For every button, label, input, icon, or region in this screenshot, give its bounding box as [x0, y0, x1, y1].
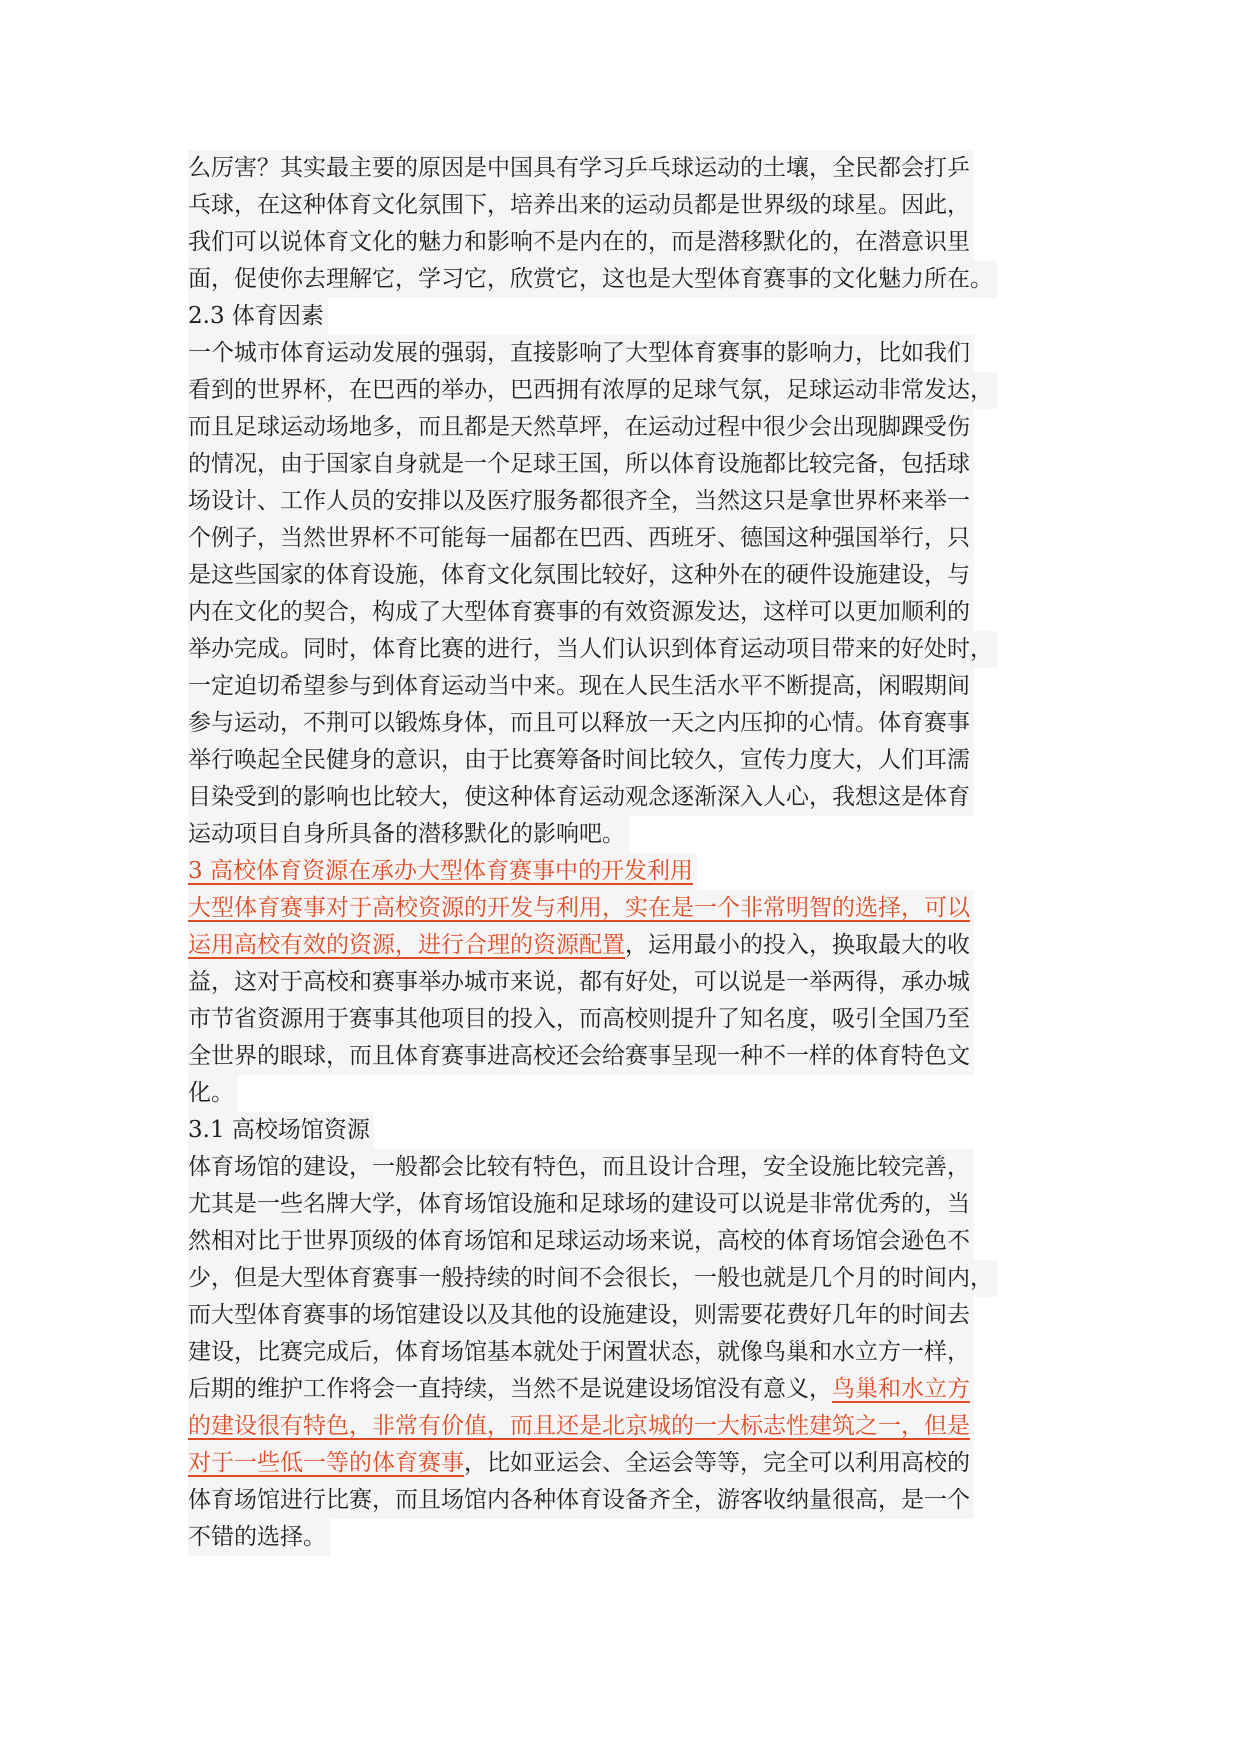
text-line: [188, 779, 1088, 816]
text-line: [188, 409, 1088, 446]
text-line: [188, 631, 1088, 668]
text-line: [188, 187, 1088, 224]
body-text: 我们可以说体育文化的魅力和影响不是内在的，而是潜移默化的，在潜意识里: [188, 229, 970, 255]
body-text: ，比如亚运会、全运会等等，完全可以利用高校的: [464, 1450, 970, 1476]
body-text: 3.1 高校场馆资源: [188, 1117, 370, 1143]
line-highlight: [188, 224, 974, 261]
text-line: [188, 1297, 1088, 1334]
line-highlight: [188, 150, 974, 187]
body-text: 是这些国家的体育设施，体育文化氛围比较好，这种外在的硬件设施建设，与: [188, 562, 970, 588]
text-line: [188, 372, 1088, 409]
text-line: [188, 742, 1088, 779]
body-text: 看到的世界杯，在巴西的举办，巴西拥有浓厚的足球气氛，足球运动非常发达，: [188, 377, 993, 403]
text-line: [188, 1001, 1088, 1038]
line-highlight: [188, 1149, 974, 1186]
body-text: 内在文化的契合，构成了大型体育赛事的有效资源发达，这样可以更加顺利的: [188, 599, 970, 625]
text-line: [188, 1519, 1088, 1556]
text-line: [188, 1482, 1088, 1519]
body-text: 少，但是大型体育赛事一般持续的时间不会很长，一般也就是几个月的时间内，: [188, 1265, 993, 1291]
line-highlight: [188, 409, 974, 446]
body-text: 参与运动，不荆可以锻炼身体，而且可以释放一天之内压抑的心情。体育赛事: [188, 710, 970, 736]
text-line: [188, 1408, 1088, 1445]
body-text: 市节省资源用于赛事其他项目的投入，而高校则提升了知名度，吸引全国乃至: [188, 1006, 970, 1032]
text-line: [188, 964, 1088, 1001]
body-text: 益，这对于高校和赛事举办城市来说，都有好处，可以说是一举两得，承办城: [188, 969, 970, 995]
line-highlight: [188, 298, 328, 335]
line-highlight: [188, 1482, 974, 1519]
body-text: 而大型体育赛事的场馆建设以及其他的设施建设，则需要花费好几年的时间去: [188, 1302, 970, 1328]
line-highlight: [188, 1334, 974, 1371]
line-highlight: [188, 1408, 974, 1445]
text-line: [188, 1334, 1088, 1371]
body-text: 举办完成。同时，体育比赛的进行，当人们认识到体育运动项目带来的好处时，: [188, 636, 993, 662]
line-highlight: [188, 1075, 238, 1112]
annotated-text: 对于一些低一等的体育赛事: [188, 1450, 464, 1476]
body-text: 的情况，由于国家自身就是一个足球王国，所以体育设施都比较完备，包括球: [188, 451, 970, 477]
body-text: 目染受到的影响也比较大，使这种体育运动观念逐渐深入人心，我想这是体育: [188, 784, 970, 810]
body-text: 体育场馆进行比赛，而且场馆内各种体育设备齐全，游客收纳量很高，是一个: [188, 1487, 970, 1513]
line-highlight: [188, 1112, 374, 1149]
body-text: ，运用最小的投入，换取最大的收: [625, 932, 970, 958]
line-highlight: [188, 668, 974, 705]
line-highlight: [188, 1186, 974, 1223]
annotated-text: 大型体育赛事对于高校资源的开发与利用，实在是一个非常明智的选择，可以: [188, 895, 970, 921]
body-text: 举行唤起全民健身的意识，由于比赛筹备时间比较久，宣传力度大，人们耳濡: [188, 747, 970, 773]
body-text: 建设，比赛完成后，体育场馆基本就处于闲置状态，就像鸟巢和水立方一样，: [188, 1339, 970, 1365]
body-text: 而且足球运动场地多，而且都是天然草坪，在运动过程中很少会出现脚踝受伤: [188, 414, 970, 440]
line-highlight: [188, 483, 974, 520]
line-highlight: [188, 1297, 974, 1334]
text-line: [188, 594, 1088, 631]
text-line: [188, 224, 1088, 261]
line-highlight: [188, 520, 974, 557]
line-highlight: [188, 853, 697, 890]
text-line: [188, 1038, 1088, 1075]
text-line: [188, 668, 1088, 705]
body-text: 一定迫切希望参与到体育运动当中来。现在人民生活水平不断提高，闲暇期间: [188, 673, 970, 699]
text-line: [188, 1445, 1088, 1482]
line-highlight: [188, 742, 974, 779]
body-text: 2.3 体育因素: [188, 303, 324, 329]
text-line: [188, 1186, 1088, 1223]
body-text: 体育场馆的建设，一般都会比较有特色，而且设计合理，安全设施比较完善，: [188, 1154, 970, 1180]
line-highlight: [188, 890, 974, 927]
text-line: [188, 298, 1088, 335]
text-line: [188, 557, 1088, 594]
body-text: 个例子，当然世界杯不可能每一届都在巴西、西班牙、德国这种强国举行，只: [188, 525, 970, 551]
line-highlight: [188, 1038, 974, 1075]
line-highlight: [188, 1223, 974, 1260]
body-text: 场设计、工作人员的安排以及医疗服务都很齐全，当然这只是拿世界杯来举一: [188, 488, 970, 514]
document-body: [188, 150, 1088, 1556]
body-text: 不错的选择。: [188, 1524, 326, 1550]
text-line: [188, 1112, 1088, 1149]
line-highlight: [188, 964, 974, 1001]
text-line: [188, 816, 1088, 853]
text-line: [188, 335, 1088, 372]
annotated-text: 3 高校体育资源在承办大型体育赛事中的开发利用: [188, 858, 693, 884]
body-text: 后期的维护工作将会一直持续，当然不是说建设场馆没有意义，: [188, 1376, 832, 1402]
body-text: 乓球，在这种体育文化氛围下，培养出来的运动员都是世界级的球星。因此，: [188, 192, 970, 218]
line-highlight: [188, 446, 974, 483]
annotated-text: 的建设很有特色，非常有价值，而且还是北京城的一大标志性建筑之一，但是: [188, 1413, 970, 1439]
line-highlight: [188, 1371, 974, 1408]
text-line: [188, 150, 1088, 187]
body-text: 一个城市体育运动发展的强弱，直接影响了大型体育赛事的影响力，比如我们: [188, 340, 970, 366]
text-line: [188, 1260, 1088, 1297]
body-text: 么厉害？其实最主要的原因是中国具有学习乒乓球运动的土壤，全民都会打乒: [188, 155, 970, 181]
body-text: 面，促使你去理解它，学习它，欣赏它，这也是大型体育赛事的文化魅力所在。: [188, 266, 993, 292]
text-line: [188, 1149, 1088, 1186]
line-highlight: [188, 1519, 330, 1556]
text-line: [188, 927, 1088, 964]
text-line: [188, 853, 1088, 890]
line-highlight: [188, 1001, 974, 1038]
line-highlight: [188, 705, 974, 742]
body-text: 运动项目自身所具备的潜移默化的影响吧。: [188, 821, 625, 847]
body-text: 全世界的眼球，而且体育赛事进高校还会给赛事呈现一种不一样的体育特色文: [188, 1043, 970, 1069]
line-highlight: [188, 1260, 997, 1297]
text-line: [188, 890, 1088, 927]
line-highlight: [188, 335, 974, 372]
text-line: [188, 520, 1088, 557]
line-highlight: [188, 631, 997, 668]
body-text: 尤其是一些名牌大学，体育场馆设施和足球场的建设可以说是非常优秀的，当: [188, 1191, 970, 1217]
text-line: [188, 1371, 1088, 1408]
line-highlight: [188, 594, 974, 631]
text-line: [188, 1223, 1088, 1260]
line-highlight: [188, 1445, 974, 1482]
line-highlight: [188, 816, 629, 853]
text-line: [188, 446, 1088, 483]
text-line: [188, 705, 1088, 742]
body-text: 化。: [188, 1080, 234, 1106]
text-line: [188, 1075, 1088, 1112]
text-line: [188, 261, 1088, 298]
line-highlight: [188, 927, 974, 964]
line-highlight: [188, 187, 974, 224]
annotated-text: 运用高校有效的资源，进行合理的资源配置: [188, 932, 625, 958]
line-highlight: [188, 372, 997, 409]
line-highlight: [188, 557, 974, 594]
annotated-text: 鸟巢和水立方: [832, 1376, 970, 1402]
line-highlight: [188, 779, 974, 816]
line-highlight: [188, 261, 997, 298]
text-line: [188, 483, 1088, 520]
body-text: 然相对比于世界顶级的体育场馆和足球运动场来说，高校的体育场馆会逊色不: [188, 1228, 970, 1254]
